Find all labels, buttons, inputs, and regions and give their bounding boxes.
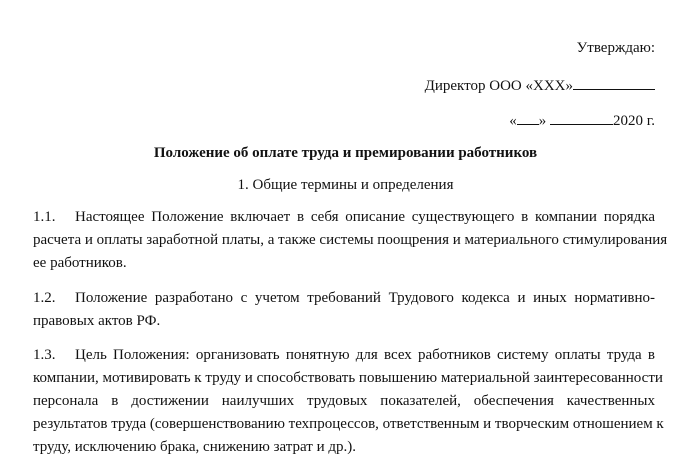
line-text: Положение разработано с учетом требований Трудового кодекса и иных нормативно- bbox=[75, 290, 655, 306]
paragraph-line: труду, исключению брака, снижению затрат и др.). bbox=[33, 439, 356, 455]
section-heading: 1. Общие термины и определения bbox=[237, 177, 454, 193]
paragraph-line: ее работников. bbox=[33, 255, 127, 271]
paragraph-line bbox=[33, 206, 655, 229]
month-blank bbox=[550, 110, 613, 125]
director-line bbox=[425, 75, 655, 95]
paragraph-1-1 bbox=[33, 206, 668, 275]
paragraph-line bbox=[33, 287, 655, 310]
paragraph-1-3 bbox=[33, 344, 664, 459]
quote-open: « bbox=[509, 113, 517, 129]
approve-label: Утверждаю: bbox=[576, 40, 655, 56]
paragraph-line bbox=[33, 344, 655, 367]
paragraph-line: компании, мотивировать к труду и способствовать повышению материальной заинтересованности bbox=[33, 370, 663, 386]
quote-close: » bbox=[538, 113, 547, 129]
director-label: Директор ООО «XXX» bbox=[424, 78, 573, 94]
paragraph-line: результатов труда (совершенствованию техпроцессов, ответственным и творческим отношением к bbox=[33, 416, 664, 432]
date-line bbox=[509, 110, 655, 130]
paragraph-1-2 bbox=[33, 287, 655, 333]
paragraph-line: правовых актов РФ. bbox=[33, 313, 161, 329]
line-text: Настоящее Положение включает в себя описание существующего в компании порядка bbox=[75, 209, 655, 225]
paragraph-line: расчета и оплаты заработной платы, а также системы поощрения и материального стимулирования bbox=[33, 232, 668, 248]
signature-blank bbox=[573, 75, 655, 90]
paragraph-number: 1.1. bbox=[33, 209, 56, 225]
day-blank bbox=[517, 110, 539, 125]
paragraph-line: персонала в достижении наилучших трудовых показателей, обеспечения качественных bbox=[33, 393, 655, 409]
year: 2020 г. bbox=[613, 113, 655, 129]
document-title: Положение об оплате труда и премировании работников bbox=[153, 145, 538, 161]
paragraph-number: 1.2. bbox=[33, 290, 56, 306]
line-text: Цель Положения: организовать понятную для всех работников систему оплаты труда в bbox=[75, 347, 655, 363]
paragraph-number: 1.3. bbox=[33, 347, 56, 363]
